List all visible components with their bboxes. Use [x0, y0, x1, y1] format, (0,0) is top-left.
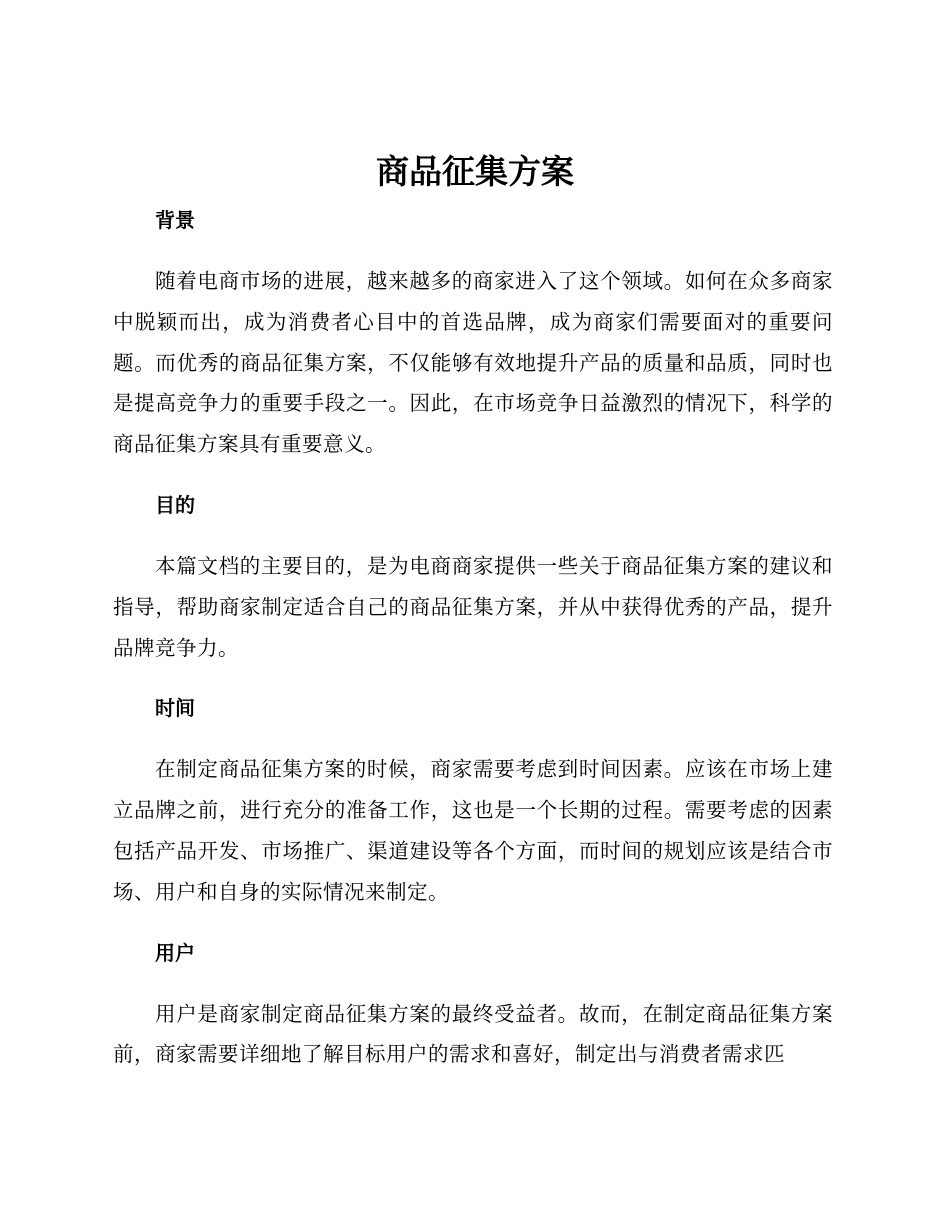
section-purpose — [113, 485, 833, 668]
paragraph-background: 随着电商市场的进展，越来越多的商家进入了这个领域。如何在众多商家中脱颖而出，成为消费者心目中的首选品牌，成为商家们需要面对的重要问题。而优秀的商品征集方案，不仅能够有效地提升产品的质量和品质，同时也是提高竞争力的重要手段之一。因此，在市场竞争日益激烈的情况下，科学的商品征集方案具有重要意义。 — [113, 269, 833, 457]
document-body — [113, 200, 833, 1095]
section-heading-background: 背景 — [155, 208, 195, 232]
paragraph-purpose: 本篇文档的主要目的，是为电商商家提供一些关于商品征集方案的建议和指导，帮助商家制定适合自己的商品征集方案，并从中获得优秀的产品，提升品牌竞争力。 — [113, 553, 833, 660]
paragraph-users: 用户是商家制定商品征集方案的最终受益者。故而，在制定商品征集方案前，商家需要详细地了解目标用户的需求和喜好，制定出与消费者需求匹 — [113, 1001, 833, 1067]
document-title: 商品征集方案 — [376, 152, 574, 191]
section-heading-purpose: 目的 — [155, 492, 195, 517]
paragraph-time: 在制定商品征集方案的时候，商家需要考虑到时间因素。应该在市场上建立品牌之前，进行充分的准备工作，这也是一个长期的过程。需要考虑的因素包括产品开发、市场推广、渠道建设等各个方面，而时间的规划应该是结合市场、用户和自身的实际情况来制定。 — [113, 757, 833, 904]
section-users — [113, 933, 833, 1076]
section-time — [113, 688, 833, 912]
section-heading-users: 用户 — [155, 940, 195, 965]
section-heading-time: 时间 — [155, 696, 195, 721]
section-background — [113, 200, 833, 465]
